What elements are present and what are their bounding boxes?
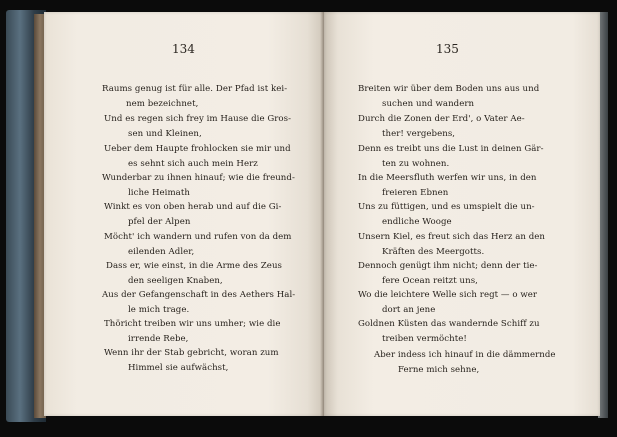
text-line: Aus der Gefangenschaft in des Aethers Hal- — [102, 290, 296, 300]
text-line: nem bezeichnet, — [126, 99, 199, 109]
text-line: Unsern Kiel, es freut sich das Herz an den — [358, 232, 545, 242]
text-line: Dennoch genügt ihm nicht; denn der tie- — [358, 261, 538, 271]
text-line: irrende Rebe, — [128, 334, 189, 344]
text-line: Uns zu füttigen, und es umspielt die un- — [358, 202, 535, 212]
text-line: den seeligen Knaben, — [128, 276, 223, 286]
text-line: Dass er, wie einst, in die Arme des Zeus — [106, 261, 282, 271]
page-number: 135 — [436, 42, 459, 56]
text-line: Aber indess ich hinauf in die dämmernde — [374, 350, 556, 360]
text-line: Ueber dem Haupte frohlocken sie mir und — [104, 144, 291, 154]
text-line: Wenn ihr der Stab gebricht, woran zum — [104, 348, 279, 358]
text-line: Raums genug ist für alle. Der Pfad ist kei- — [102, 84, 288, 94]
text-line: Breiten wir über dem Boden uns aus und — [358, 84, 540, 94]
text-line: es sehnt sich auch mein Herz — [128, 159, 258, 169]
text-line: Thöricht treiben wir uns umher; wie die — [104, 319, 281, 329]
text-line: freieren Ebnen — [382, 188, 449, 198]
text-line: sen und Kleinen, — [128, 129, 202, 139]
text-line: ten zu wohnen. — [382, 159, 450, 169]
text-line: ther! vergebens, — [382, 129, 456, 139]
text-line: Möcht' ich wandern und rufen von da dem — [104, 232, 292, 242]
text-line: Wo die leichtere Welle sich regt — o wer — [358, 290, 538, 300]
text-line: Durch die Zonen der Erd', o Vater Ae- — [358, 114, 525, 124]
page-number: 134 — [172, 42, 195, 56]
text-line: treiben vermöchte! — [382, 334, 467, 344]
text-line: endliche Wooge — [382, 217, 452, 227]
text-line: fere Ocean reitzt uns, — [382, 276, 478, 286]
text-line: Ferne mich sehne, — [398, 365, 480, 375]
text-line: Kräften des Meergotts. — [382, 247, 485, 257]
text-line: liche Heimath — [128, 188, 190, 198]
text-line: le mich trage. — [128, 305, 190, 315]
text-line: pfel der Alpen — [128, 217, 191, 227]
text-line: In die Meersfluth werfen wir uns, in den — [358, 173, 537, 183]
text-line: suchen und wandern — [382, 99, 475, 109]
text-line: eilenden Adler, — [128, 247, 195, 257]
left-page — [44, 12, 324, 416]
text-line: Goldnen Küsten das wandernde Schiff zu — [358, 319, 540, 329]
text-line: Denn es treibt uns die Lust in deinen Gär- — [358, 144, 544, 154]
text-line: dort an jene — [382, 305, 436, 315]
text-line: Winkt es von oben herab und auf die Gi- — [104, 202, 282, 212]
text-line: Himmel sie aufwächst, — [128, 363, 229, 373]
text-line: Und es regen sich frey im Hause die Gros- — [104, 114, 292, 124]
right-page — [324, 12, 600, 416]
text-line: Wunderbar zu ihnen hinauf; wie die freund- — [102, 173, 295, 183]
